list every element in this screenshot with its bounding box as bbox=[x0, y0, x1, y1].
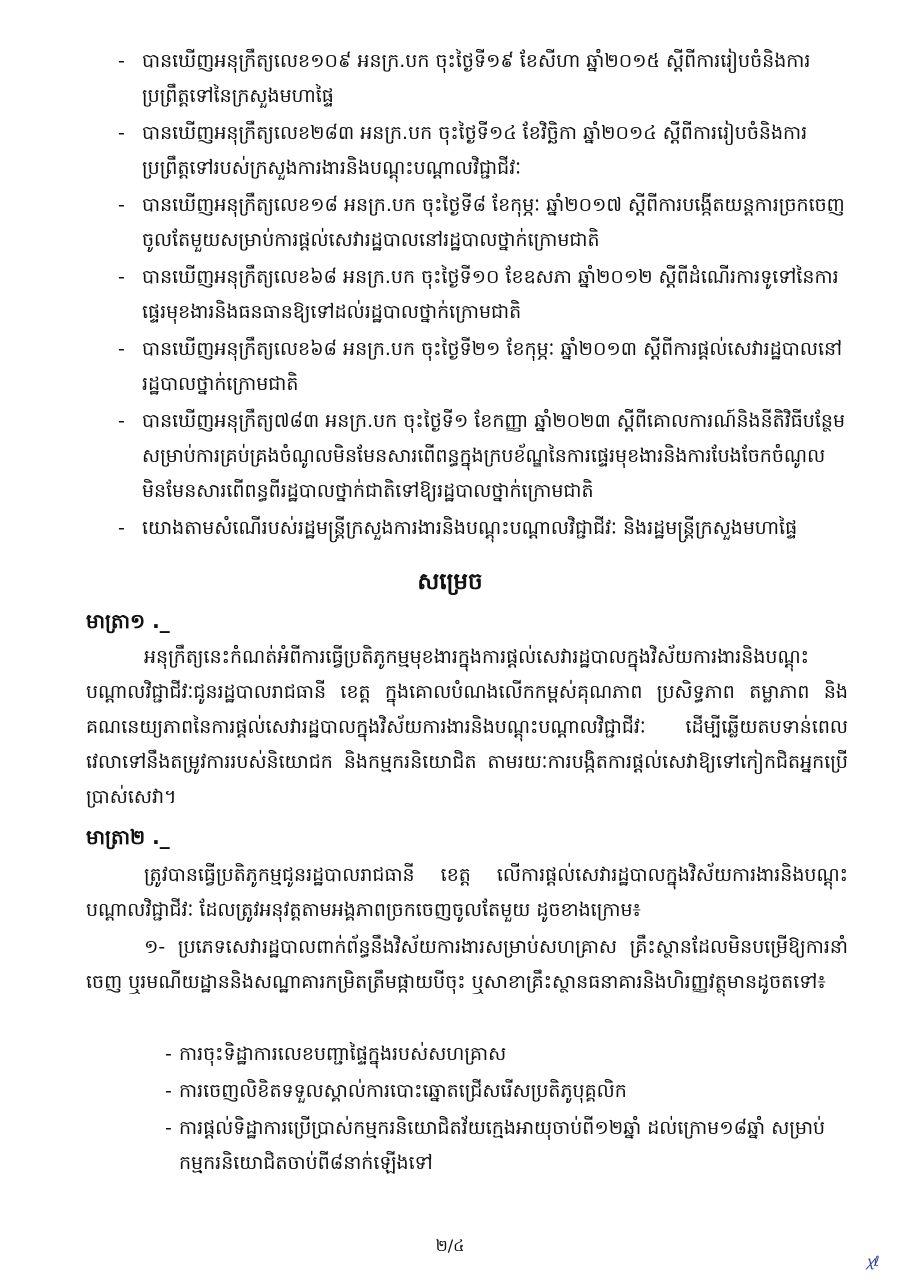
decision-title: សម្រេច bbox=[417, 569, 483, 595]
preamble-item: - បានឃើញអនុក្រឹត្យ៧៨៣ អនក្រ.បក ចុះថ្ងៃទី១ ខែកញ្ញា ឆ្នាំ២០២៣ ស្តីពីគោលការណ៍និងនីតិវិធីបន្ថែមសម្រាប់ការគ្រប់គ្រងចំណូលមិនមែនសារពើពន្ធក្នុងក្របខ័ណ្ឌនៃការផ្ទេរមុខងារនិងការបែងចែកចំណូលមិនមែនសារពើពន្ធពីរដ្ឋបាលថ្នាក់ជាតិទៅឱ្យរដ្ឋបាលថ្នាក់ក្រោមជាតិ bbox=[118, 410, 845, 502]
article-1-text: អនុក្រឹត្យនេះកំណត់អំពីការធ្វើប្រតិភូកម្មមុខងារក្នុងការផ្តល់សេវារដ្ឋបាលក្នុងវិស័យការងារនិងបណ្តុះបណ្តាលវិជ្ជាជីវៈជូនរដ្ឋបាលរាជធានី ខេត្ត ក្នុងគោលបំណងលើកកម្ពស់គុណភាព ប្រសិទ្ធភាព តម្លាភាព និងគណនេយ្យភាពនៃការផ្តល់សេវារដ្ឋបាលក្នុងវិស័យការងារនិងបណ្តុះបណ្តាលវិជ្ជាជីវៈ ដើម្បីឆ្លើយតបទាន់ពេលវេលាទៅនឹងតម្រូវការរបស់និយោជក និងកម្មករនិយោជិត តាមរយៈការបង្កិតការផ្តល់សេវាឱ្យទៅកៀកជិតអ្នកប្រើប្រាស់សេវា។ bbox=[86, 646, 848, 808]
service-list bbox=[165, 1037, 855, 1183]
preamble-item: - បានឃើញអនុក្រឹត្យលេខ៦៨ អនក្រ.បក ចុះថ្ងៃទី១០ ខែឧសភា ឆ្នាំ២០១២ ស្តីពីដំណើរការទូទៅនៃការផ្ទេរមុខងារនិងធនធានឱ្យទៅដល់រដ្ឋបាលថ្នាក់ក្រោមជាតិ bbox=[118, 266, 839, 323]
preamble-item: - បានឃើញអនុក្រឹត្យលេខ១៨ អនក្រ.បក ចុះថ្ងៃទី៨ ខែកុម្ភៈ ឆ្នាំ២០១៧ ស្តីពីការបង្កើតយន្តការច្រកចេញចូលតែមួយសម្រាប់ការផ្តល់សេវារដ្ឋបាលនៅរដ្ឋបាលថ្នាក់ក្រោមជាតិ bbox=[118, 194, 845, 251]
preamble-item: - បានឃើញអនុក្រឹត្យលេខ២៨៣ អនក្រ.បក ចុះថ្ងៃទី១៤ ខែវិច្ឆិកា ឆ្នាំ២០១៤ ស្តីពីការរៀបចំនិងការប្រព្រឹត្តទៅរបស់ក្រសួងការងារនិងបណ្តុះបណ្តាលវិជ្ជាជីវៈ bbox=[118, 122, 808, 179]
preamble-item: - យោងតាមសំណើរបស់រដ្ឋមន្ត្រីក្រសួងការងារនិងបណ្តុះបណ្តាលវិជ្ជាជីវៈ និងរដ្ឋមន្ត្រីក្រសួងមហាផ្ទៃ bbox=[118, 517, 798, 539]
list-item: - ការផ្តល់ទិដ្ឋាការប្រើប្រាស់កម្មករនិយោជិតវ័យក្មេងអាយុចាប់ពី១២ឆ្នាំ ដល់ក្រោម១៨ឆ្នាំ សម្រាប់កម្មករនិយោជិតចាប់ពី៨នាក់ឡើងទៅ bbox=[165, 1117, 826, 1174]
preamble-list bbox=[118, 44, 848, 548]
article-2-text: ត្រូវបានធ្វើប្រតិភូកម្មជូនរដ្ឋបាលរាជធានី ខេត្ត លើការផ្តល់សេវារដ្ឋបាលក្នុងវិស័យការងារនិងបណ្តុះបណ្តាលវិជ្ជាជីវៈ ដែលត្រូវអនុវត្តតាមអង្គភាពច្រកចេញចូលតែមួយ ដូចខាងក្រោម៖ bbox=[86, 864, 848, 921]
handwritten-initials: ꭓℓ bbox=[866, 1254, 880, 1270]
article-1-heading: មាត្រា១ ._ bbox=[86, 609, 170, 633]
article-2-heading: មាត្រា២ ._ bbox=[86, 825, 170, 849]
list-item: - ការចុះទិដ្ឋាការលេខបញ្ជាផ្ទៃក្នុងរបស់សហគ្រាស bbox=[165, 1043, 507, 1065]
preamble-item: - បានឃើញអនុក្រឹត្យលេខ១០៩ អនក្រ.បក ចុះថ្ងៃទី១៩ ខែសីហា ឆ្នាំ២០១៥ ស្តីពីការរៀបចំនិងការប្រព្រឹត្តទៅនៃក្រសួងមហាផ្ទៃ bbox=[118, 50, 811, 107]
page-number: ២/៤ bbox=[435, 1236, 465, 1255]
article-2-item-1: ១- ប្រភេទសេវារដ្ឋបាលពាក់ព័ន្ធនឹងវិស័យការងារសម្រាប់សហគ្រាស គ្រឹះស្ថានដែលមិនបម្រើឱ្យការនាំចេញ ឬរមណីយដ្ឋាននិងសណ្ឋាគារកម្រិតត្រឹមផ្កាយបីចុះ ឬសាខាគ្រឹះស្ថានធនាគារនិងហិរញ្ញវត្ថុមានដូចតទៅ៖ bbox=[86, 936, 848, 993]
preamble-item: - បានឃើញអនុក្រឹត្យលេខ៦៨ អនក្រ.បក ចុះថ្ងៃទី២១ ខែកុម្ភៈ ឆ្នាំ២០១៣ ស្តីពីការផ្តល់សេវារដ្ឋបាលនៅរដ្ឋបាលថ្នាក់ក្រោមជាតិ bbox=[118, 338, 843, 395]
list-item: - ការចេញលិខិតទទួលស្គាល់ការបោះឆ្នោតជ្រើសរើសប្រតិភូបុគ្គលិក bbox=[165, 1080, 627, 1102]
